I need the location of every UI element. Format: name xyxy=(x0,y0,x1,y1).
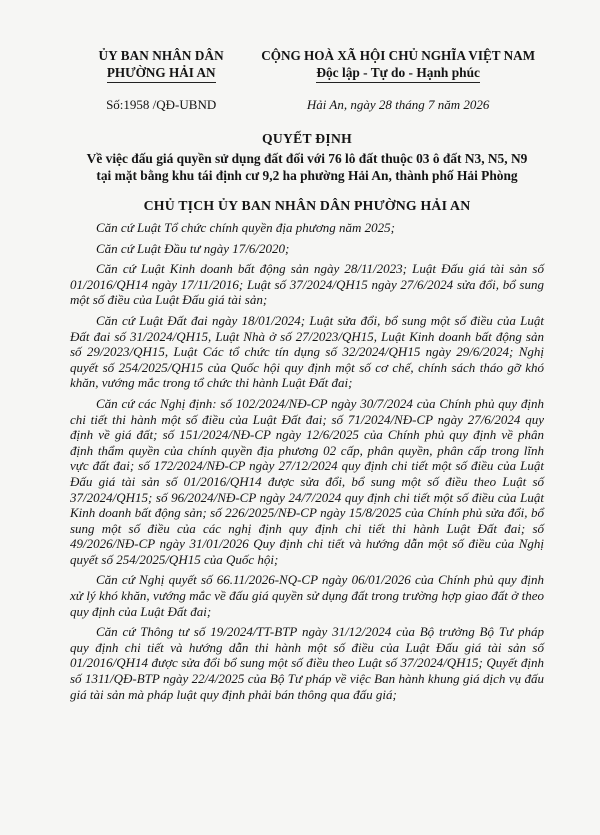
national-name: CỘNG HOÀ XÃ HỘI CHỦ NGHĨA VIỆT NAM xyxy=(261,48,536,63)
legal-basis-item: Căn cứ Luật Kinh doanh bất động sản ngày 28/11/2023; Luật Đấu giá tài sản số 01/2016/QH14 ngày 17/11/2016; Luật số 37/2024/QH15 ngày 27/6/2024 sửa đổi, bổ sung một số điều của Luật Đấu giá tài sản; xyxy=(70,261,544,308)
document-title: QUYẾT ĐỊNH xyxy=(262,131,352,146)
issuing-authority: CHỦ TỊCH ỦY BAN NHÂN DÂN PHƯỜNG HẢI AN xyxy=(143,198,471,213)
document-subject xyxy=(70,150,544,184)
legal-basis-list xyxy=(70,220,544,702)
legal-basis-item: Căn cứ các Nghị định: số 102/2024/NĐ-CP ngày 30/7/2024 của Chính phủ quy định chi tiết thi hành một số điều của Luật Đất đai; số 71/2024/NĐ-CP ngày 27/6/2024 quy định về giá đất; số 151/2024/NĐ-CP ngày 12/6/2025 của Chính phủ quy định về phân định thẩm quyền của chính quyền địa phương 02 cấp, phân quyền, phân cấp trong lĩnh vực đất đai; số 172/2024/NĐ-CP ngày 27/12/2024 quy định chi tiết một số điều của Luật Đấu giá tài sản số 01/2016/QH14 được sửa đổi, bổ sung một số điều theo Luật số 37/2024/QH15; số 96/2024/NĐ-CP ngày 24/7/2024 quy định chi tiết một số điều của Luật Kinh doanh bất động sản; số 226/2025/NĐ-CP ngày 15/8/2025 của Chính phủ sửa đổi, bổ sung một số điều của các nghị định quy định chi tiết thi hành Luật Đất đai; số 49/2026/NĐ-CP ngày 31/01/2026 Quy định chi tiết và hướng dẫn một số điều của Nghị quyết số 254/2025/QH15 của Quốc hội; xyxy=(70,395,544,567)
legal-basis-item: Căn cứ Luật Đầu tư ngày 17/6/2020; xyxy=(96,240,290,256)
document-header xyxy=(70,48,544,83)
subject-line-1: Về việc đấu giá quyền sử dụng đất đối với 76 lô đất thuộc 03 ô đất N3, N5, N9 xyxy=(86,151,528,166)
national-motto-block xyxy=(252,48,544,83)
subject-line-2: tại mặt bằng khu tái định cư 9,2 ha phường Hải An, thành phố Hải Phòng xyxy=(96,168,518,183)
issuing-agency-ward: PHƯỜNG HẢI AN xyxy=(107,65,216,83)
place-and-date: Hải An, ngày 28 tháng 7 năm 2026 xyxy=(306,97,490,112)
legal-basis-item: Căn cứ Thông tư số 19/2024/TT-BTP ngày 31/12/2024 của Bộ trưởng Bộ Tư pháp quy định chi tiết và hướng dẫn thi hành một số điều của Luật Đấu giá tài sản số 01/2016/QH14 được sửa đổi bổ sung một số điều theo Luật số 37/2024/QH15; Quyết định số 1311/QĐ-BTP ngày 22/4/2025 của Bộ Tư pháp về việc Ban hành khung giá dịch vụ đấu giá tài sản mà pháp luật quy định phải bán thông qua đấu giá; xyxy=(70,624,544,702)
reference-line xyxy=(70,97,544,113)
issuing-agency-block xyxy=(70,48,252,83)
legal-basis-item: Căn cứ Nghị quyết số 66.11/2026-NQ-CP ngày 06/01/2026 của Chính phủ quy định xử lý khó khăn, vướng mắc về đấu giá quyền sử dụng đất trong trường hợp giao đất ở theo quy định của Luật Đất đai; xyxy=(70,572,544,619)
issuing-agency: ỦY BAN NHÂN DÂN xyxy=(98,48,224,63)
document-number: Số:1958 /QĐ-UBND xyxy=(106,97,217,112)
legal-basis-item: Căn cứ Luật Tổ chức chính quyền địa phương năm 2025; xyxy=(96,220,396,235)
legal-basis-item: Căn cứ Luật Đất đai ngày 18/01/2024; Luật sửa đổi, bổ sung một số điều của Luật Đất đai số 31/2024/QH15, Luật Nhà ở số 27/2023/QH15, Luật Kinh doanh bất động sản số 29/2023/QH15, Luật Các tổ chức tín dụng số 32/2024/QH15 ngày 29/6/2024; Nghị quyết số 254/2025/QH15 của Quốc hội quy định một số cơ chế, chính sách tháo gỡ khó khăn, vướng mắc trong tổ chức thi hành Luật Đất đai; xyxy=(70,312,544,391)
national-motto: Độc lập - Tự do - Hạnh phúc xyxy=(316,65,480,83)
